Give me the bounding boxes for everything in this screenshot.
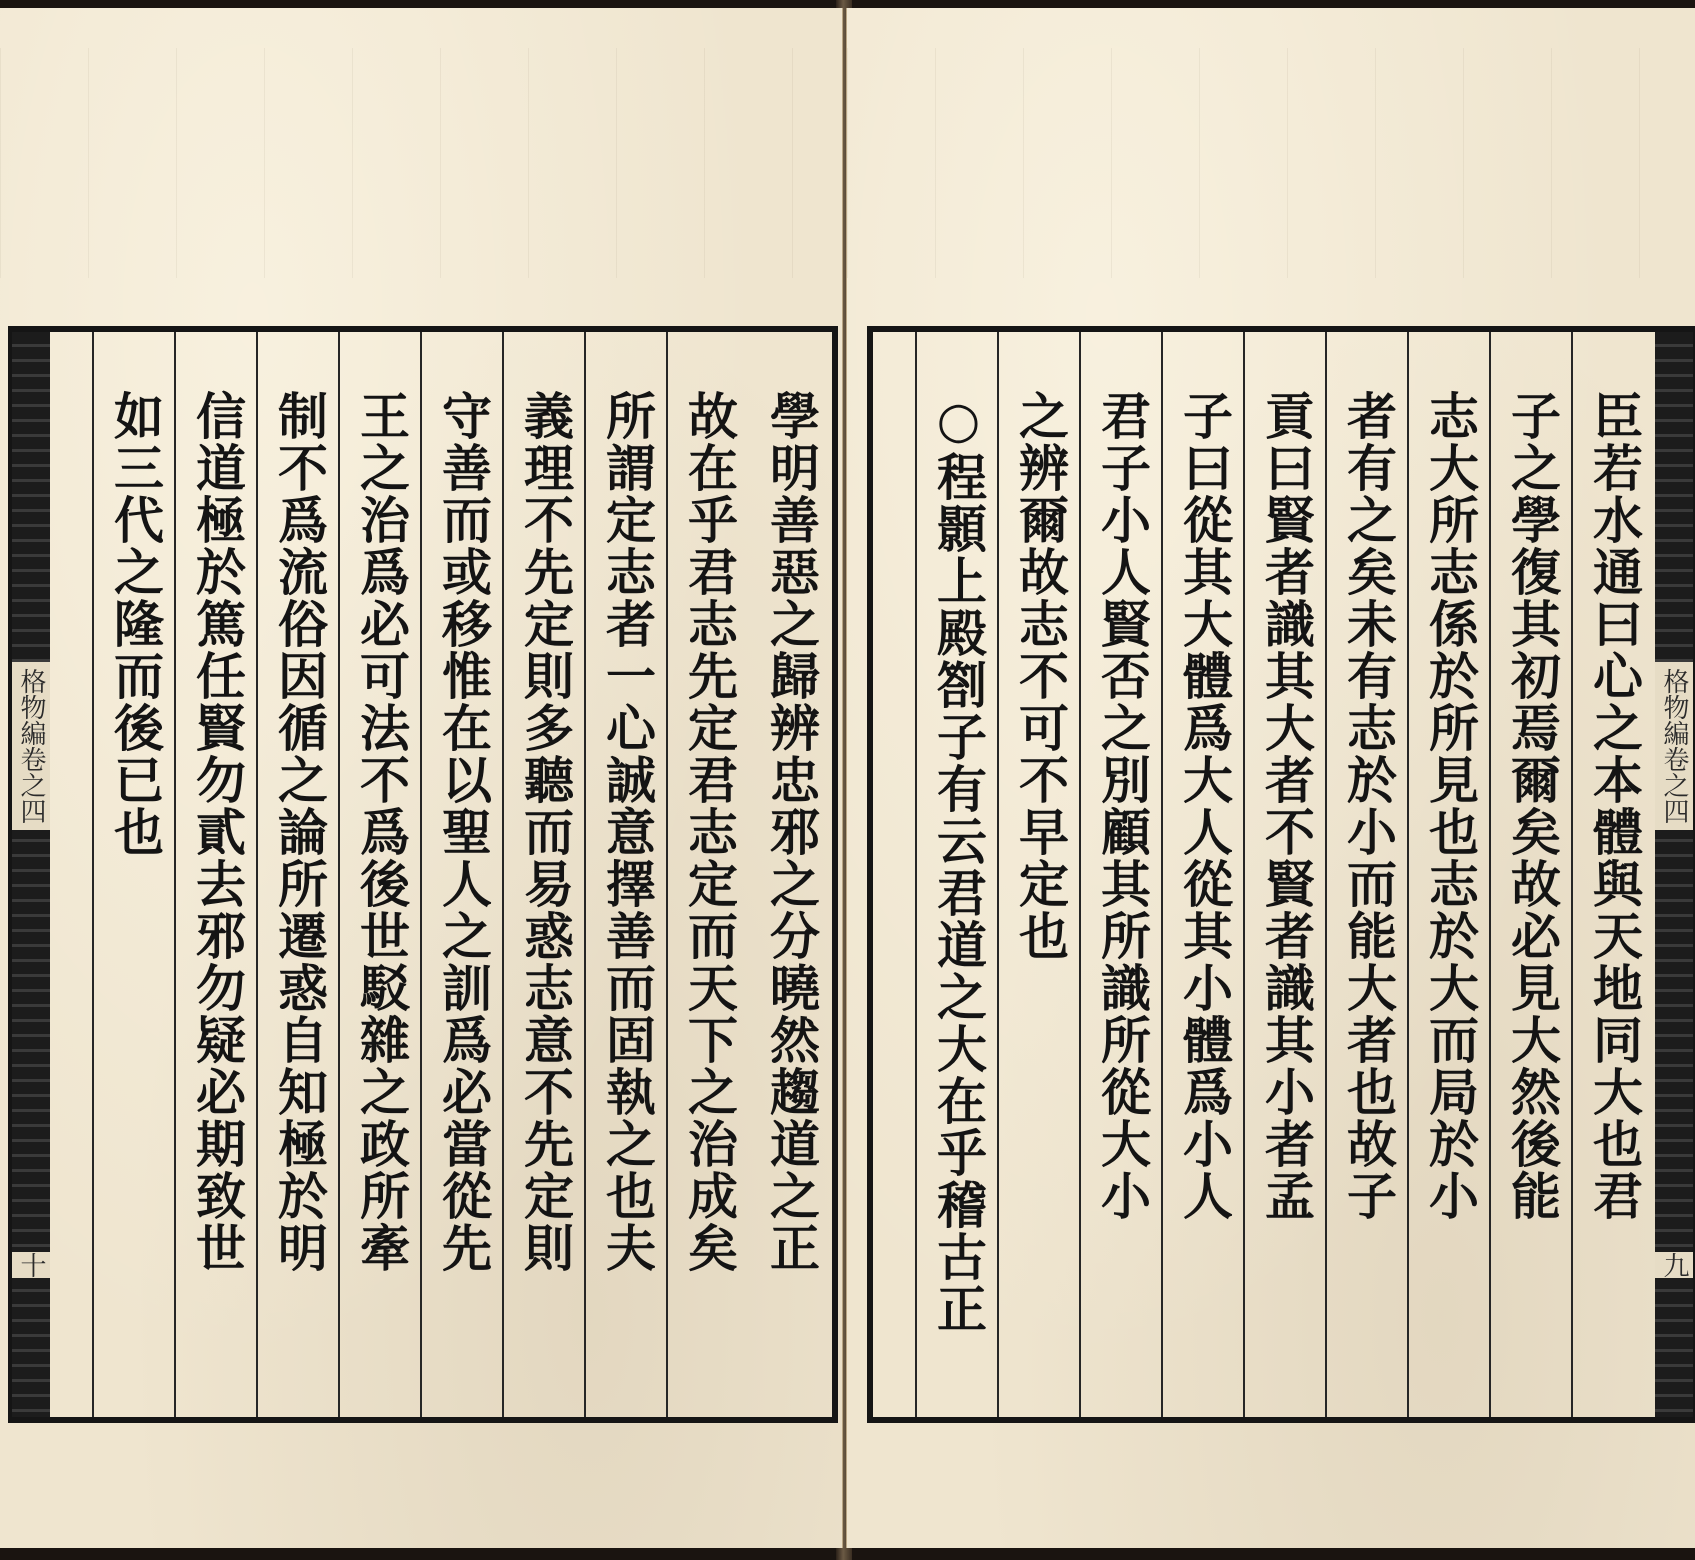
text-column (1079, 332, 1163, 1417)
text-column (92, 332, 176, 1417)
column-text: 子之學復其初焉爾矣故必見大然後能 (1503, 390, 1562, 1222)
text-column (1407, 332, 1491, 1417)
text-column (174, 332, 258, 1417)
text-column (1325, 332, 1409, 1417)
text-column (338, 332, 422, 1417)
column-text: 所謂定志者一心誠意擇善而固執之也夫 (598, 390, 657, 1274)
text-column (915, 332, 999, 1417)
left-page-number: 十 (12, 1252, 50, 1278)
left-margin-title: 格物編卷之四 (12, 662, 50, 830)
column-text: 子曰從其大體爲大人從其小體爲小人 (1175, 390, 1234, 1222)
text-column (584, 332, 668, 1417)
right-margin-title: 格物編卷之四 (1655, 662, 1693, 830)
left-text-frame (8, 326, 838, 1423)
right-page (846, 8, 1695, 1548)
text-column (1571, 332, 1655, 1417)
column-text: 守善而或移惟在以聖人之訓爲必當從先 (434, 390, 493, 1274)
column-text: 貢曰賢者識其大者不賢者識其小者孟 (1257, 390, 1316, 1222)
right-text-frame (867, 326, 1695, 1423)
text-column (666, 332, 750, 1417)
text-column (750, 332, 832, 1417)
column-text: ○程顥上殿劄子有云君道之大在乎稽古正 (929, 390, 988, 1335)
text-column (420, 332, 504, 1417)
column-text: 王之治爲必可法不爲後世駁雜之政所牽 (352, 390, 411, 1274)
text-column (502, 332, 586, 1417)
column-text: 臣若水通曰心之本體與天地同大也君 (1585, 390, 1644, 1222)
text-column (997, 332, 1081, 1417)
text-column (1489, 332, 1573, 1417)
bleed-through-texture (847, 48, 1695, 278)
right-margin-edge (1655, 332, 1693, 1417)
column-text: 者有之矣未有志於小而能大者也故子 (1339, 390, 1398, 1222)
text-column (1161, 332, 1245, 1417)
column-text: 君子小人賢否之別顧其所識所從大小 (1093, 390, 1152, 1222)
column-text: 故在乎君志先定君志定而天下之治成矣 (680, 390, 739, 1274)
left-page (0, 8, 843, 1548)
text-column (1243, 332, 1327, 1417)
bleed-through-texture (0, 48, 842, 278)
right-page-number: 九 (1655, 1252, 1693, 1278)
left-margin-edge (12, 332, 50, 1417)
column-text: 學明善惡之歸辨忠邪之分曉然趨道之正 (762, 390, 821, 1274)
column-text: 志大所志係於所見也志於大而局於小 (1421, 390, 1480, 1222)
column-text: 信道極於篤任賢勿貳去邪勿疑必期致世 (188, 390, 247, 1274)
column-text: 義理不先定則多聽而易惑志意不先定則 (516, 390, 575, 1274)
column-text: 之辨爾故志不可不早定也 (1011, 390, 1070, 962)
column-text: 制不爲流俗因循之論所遷惑自知極於明 (270, 390, 329, 1274)
text-column (256, 332, 340, 1417)
column-text: 如三代之隆而後已也 (106, 390, 165, 858)
